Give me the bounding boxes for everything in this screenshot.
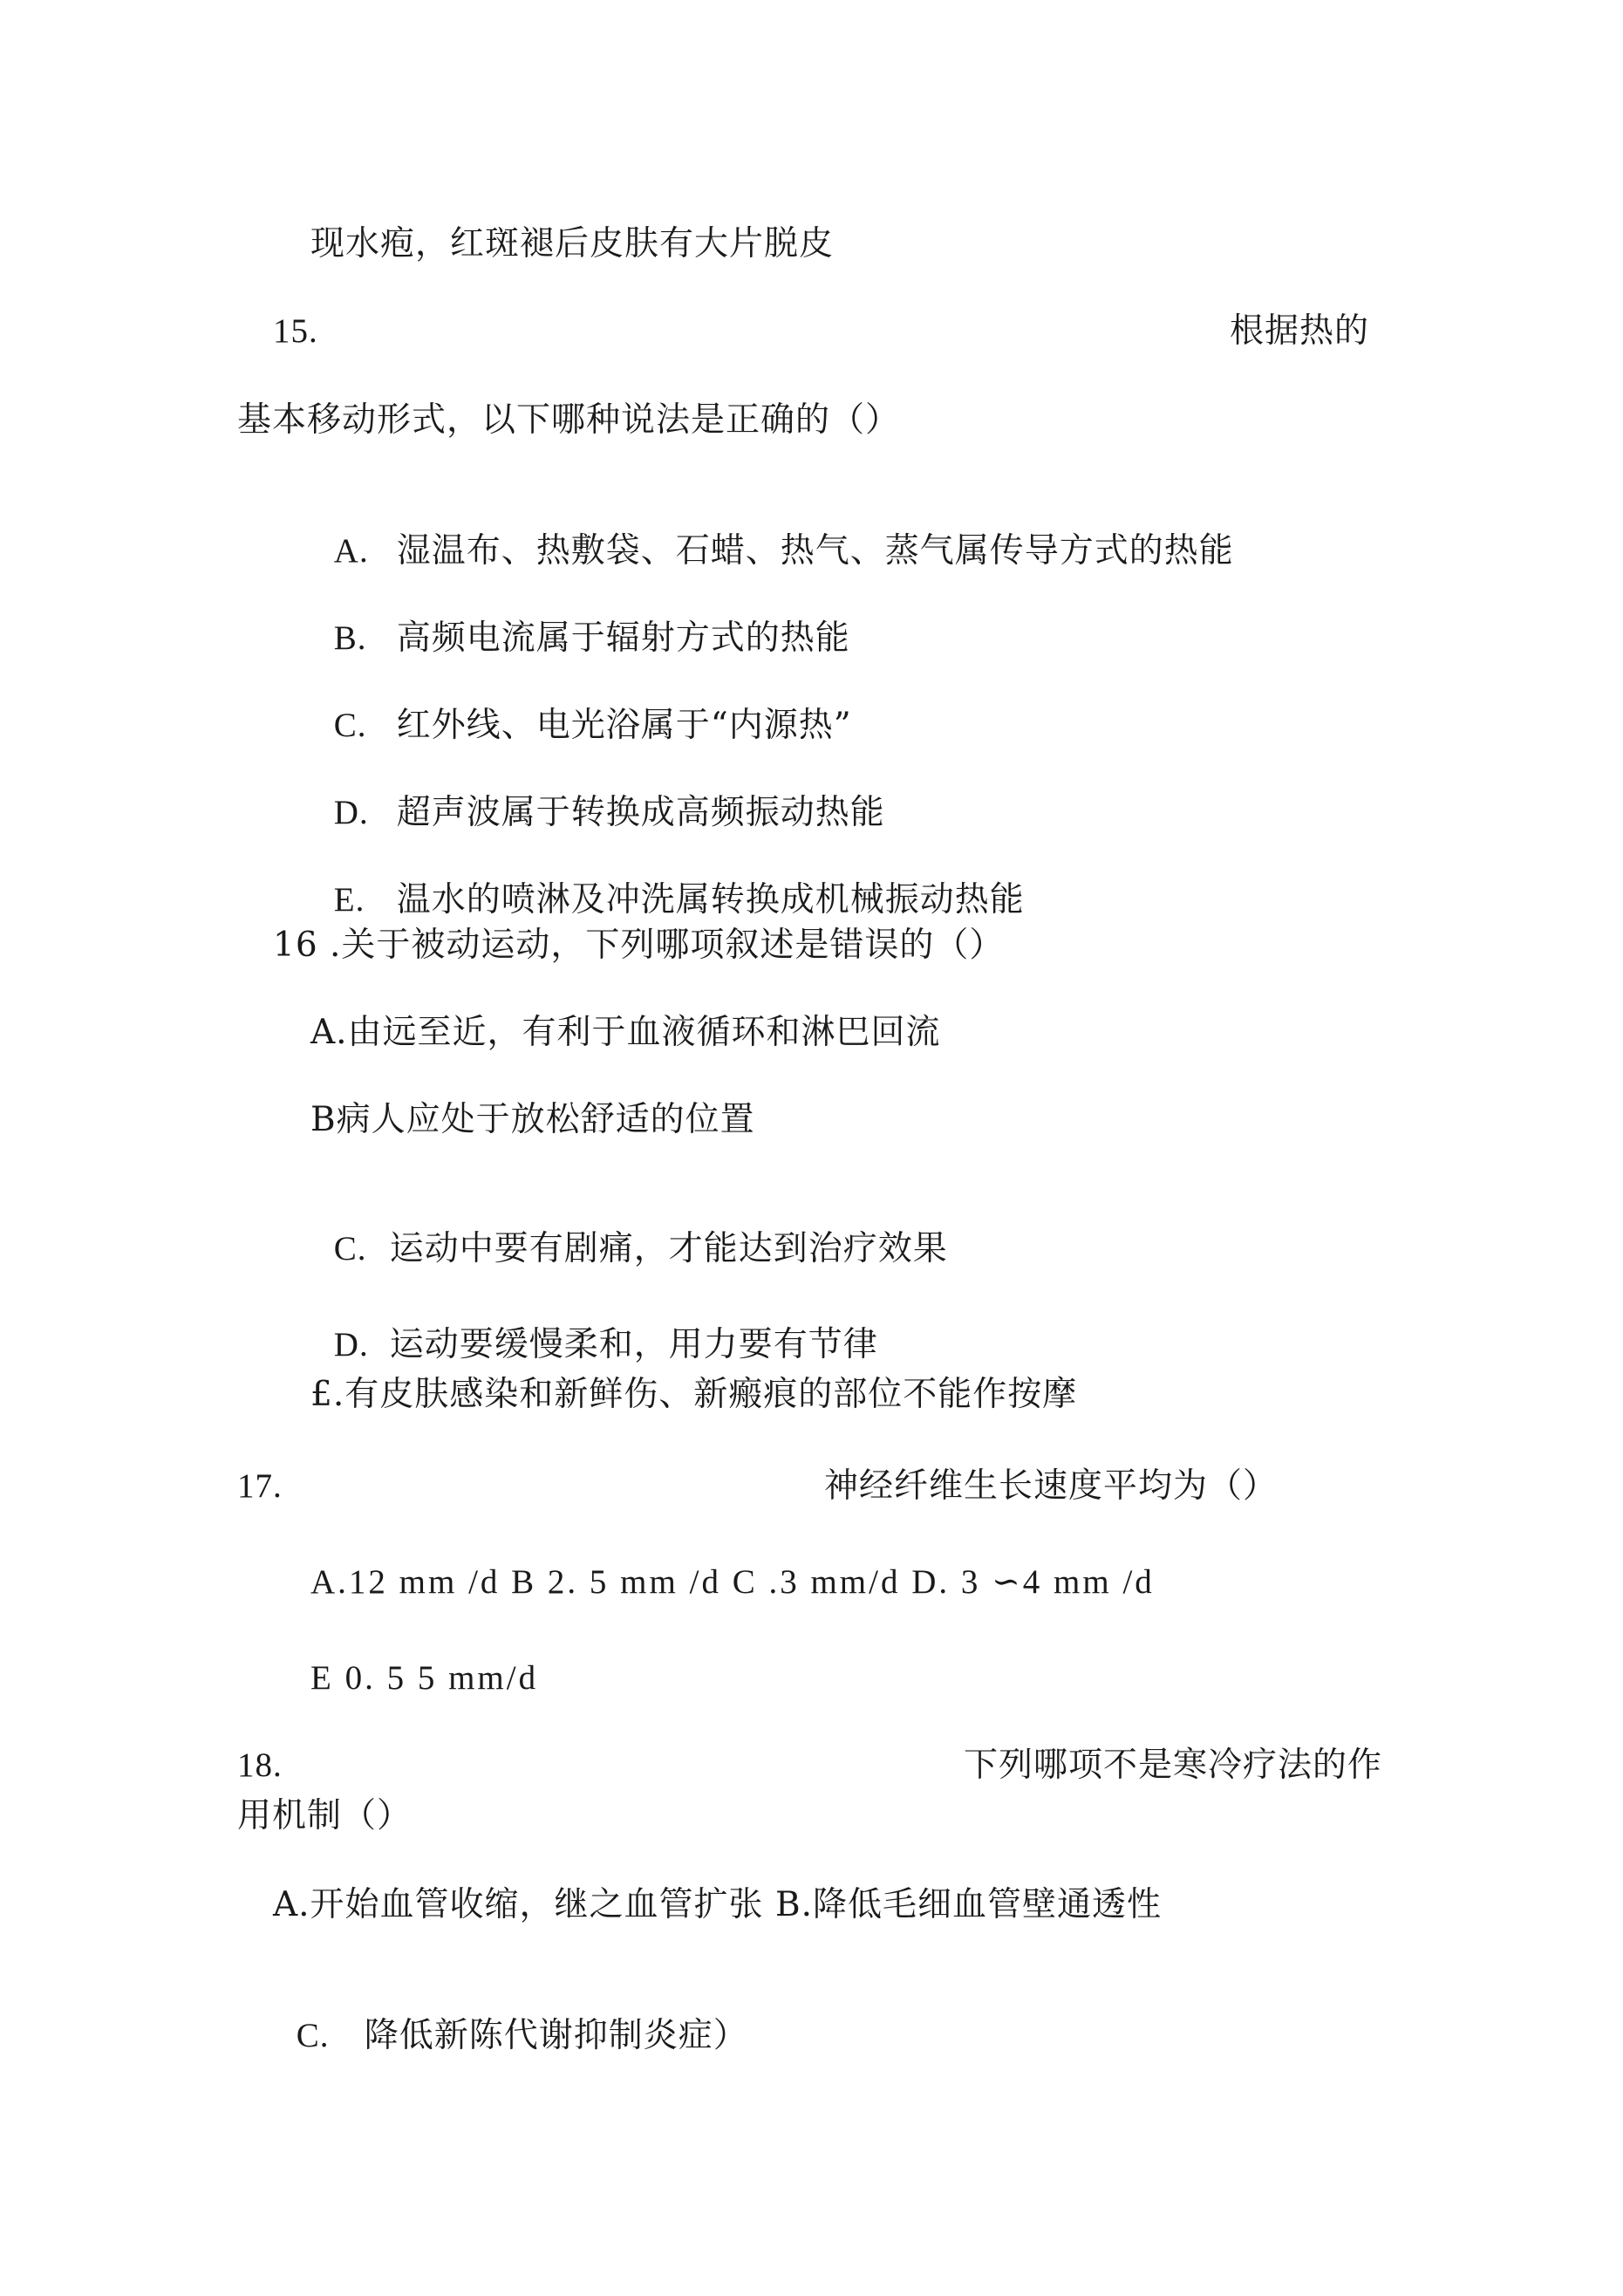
q15-option-a-text: 湿温布、热敷袋、石蜡、热气、蒸气属传导方式的热能 bbox=[396, 531, 1234, 571]
q15-option-a-letter: A. bbox=[333, 532, 369, 570]
q15-option-b bbox=[310, 576, 850, 659]
q17-stem: 神经纤维生长速度平均为（） bbox=[824, 1466, 1279, 1506]
q15-option-c bbox=[310, 663, 852, 747]
q15-option-c-text: 红外线、电光浴属于“内源热” bbox=[396, 706, 852, 745]
q15-option-e-text: 温水的喷淋及冲洗属转换成机械振动热能 bbox=[396, 880, 1025, 919]
q15-option-b-text: 高频电流属于辐射方式的热能 bbox=[396, 618, 850, 658]
q17-number: 17. bbox=[237, 1467, 283, 1505]
q18-stem-part2: 用机制（） bbox=[237, 1796, 413, 1835]
q17-options-line1: A.12 mm /d B 2. 5 mm /d C .3 mm/d D. 3 ∽4 mm /d bbox=[310, 1563, 1155, 1601]
q18-option-c-text: 降低新陈代谢抑制炎症） bbox=[364, 2016, 748, 2055]
q15-option-e bbox=[310, 837, 1025, 921]
q18-number: 18. bbox=[237, 1746, 283, 1784]
q15-option-d-letter: D. bbox=[333, 794, 369, 831]
q16-option-c-letter: C. bbox=[333, 1230, 367, 1268]
q15-option-b-letter: B. bbox=[333, 619, 367, 657]
q15-stem-part1: 根据热的 bbox=[1230, 311, 1370, 351]
q18-options-line1: A.开始血管收缩，继之血管扩张 B.降低毛细血管壁通透性 bbox=[273, 1885, 1163, 1924]
q16-option-d-text: 运动要缓慢柔和，用力要有节律 bbox=[389, 1325, 878, 1364]
q18-option-c-letter: C. bbox=[296, 2017, 330, 2054]
q16-option-d-letter: D. bbox=[333, 1326, 369, 1363]
q18-stem-part1: 下列哪项不是寒冷疗法的作 bbox=[964, 1746, 1383, 1785]
q17-options-line2: E 0. 5 5 mm/d bbox=[310, 1659, 539, 1697]
q16-option-b: B病人应处于放松舒适的位置 bbox=[310, 1100, 755, 1139]
q15-option-a bbox=[310, 489, 1234, 572]
q16-option-a: A.由远至近，有利于血液循环和淋巴回流 bbox=[310, 1013, 941, 1052]
q16-option-c bbox=[310, 1186, 948, 1270]
q15-option-d bbox=[310, 750, 885, 834]
q16-stem: 16 .关于被动运动，下列哪项叙述是错误的（） bbox=[273, 926, 1005, 965]
q16-option-e: £.有皮肤感染和新鲜伤、新瘢痕的部位不能作按摩 bbox=[310, 1375, 1078, 1414]
q15-option-e-letter: E. bbox=[333, 881, 365, 919]
q15-option-c-letter: C. bbox=[333, 707, 367, 744]
q16-option-c-text: 运动中要有剧痛，才能达到治疗效果 bbox=[389, 1229, 948, 1268]
q16-option-d bbox=[310, 1282, 878, 1366]
continuation-text: 现水疱，红斑褪后皮肤有大片脱皮 bbox=[310, 224, 835, 263]
q15-number: 15. bbox=[273, 312, 318, 350]
q15-option-d-text: 超声波属于转换成高频振动热能 bbox=[396, 793, 885, 832]
q18-option-c bbox=[273, 1973, 748, 2057]
q15-stem-part2: 基本移动形式，以下哪种说法是正确的（） bbox=[237, 400, 901, 440]
